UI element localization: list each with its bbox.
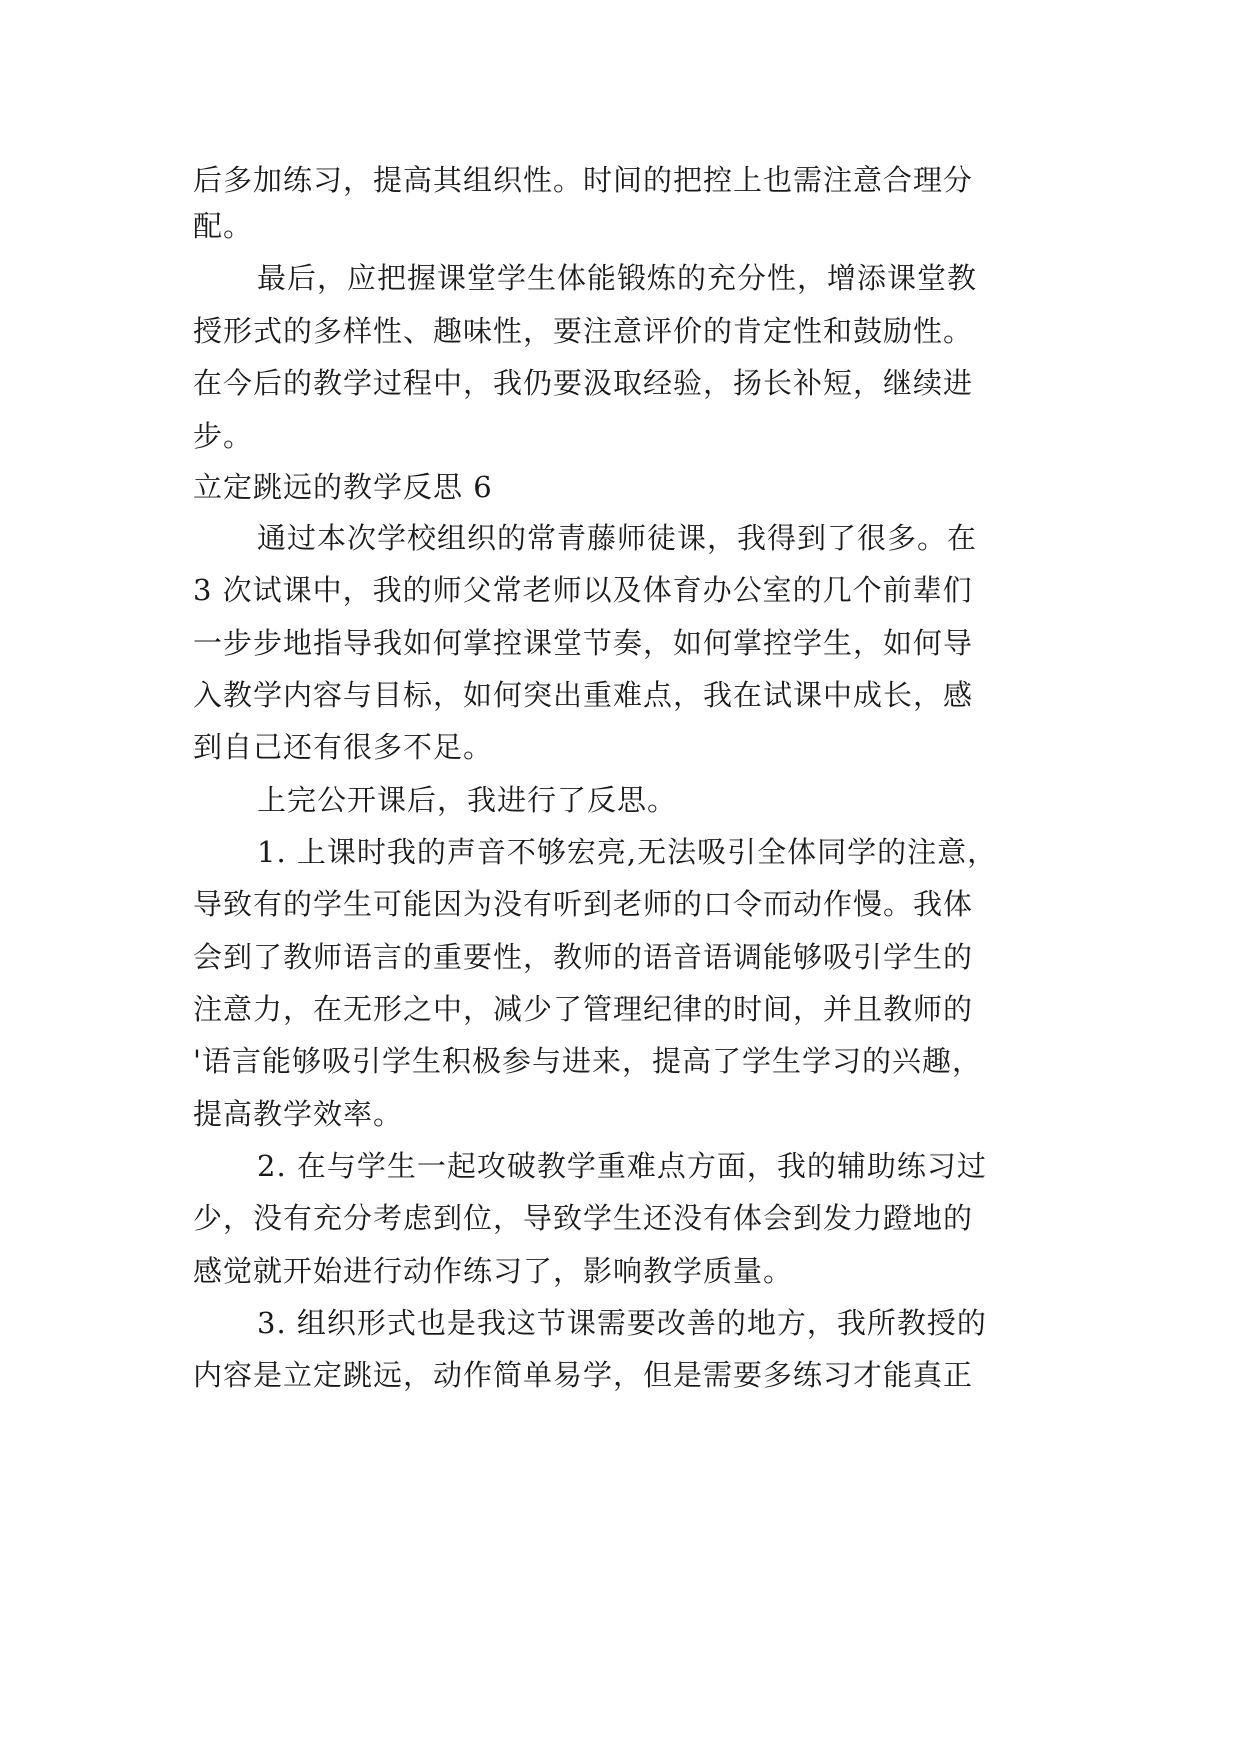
paragraph-line: 后多加练习，提高其组织性。时间的把控上也需注意合理分 xyxy=(193,163,974,197)
paragraph-line: 导致有的学生可能因为没有听到老师的口令而动作慢。我体 xyxy=(193,887,974,921)
paragraph-line: 授形式的多样性、趣味性，要注意评价的肯定性和鼓励性。 xyxy=(193,314,974,348)
paragraph-line: '语言能够吸引学生积极参与进来，提高了学生学习的兴趣， xyxy=(193,1044,982,1078)
paragraph-line: 上完公开课后，我进行了反思。 xyxy=(257,783,678,817)
paragraph-line: 感觉就开始进行动作练习了，影响教学质量。 xyxy=(193,1254,794,1288)
section-heading: 立定跳远的教学反思 6 xyxy=(193,470,493,504)
paragraph-line: 步。 xyxy=(193,419,254,453)
paragraph-line: 一步步地指导我如何掌控课堂节奏，如何掌控学生，如何导 xyxy=(193,626,974,660)
paragraph-line: 通过本次学校组织的常青藤师徒课，我得到了很多。在 xyxy=(257,521,978,555)
paragraph-line: 2. 在与学生一起攻破教学重难点方面，我的辅助练习过 xyxy=(257,1149,987,1183)
paragraph-line: 入教学内容与目标，如何突出重难点，我在试课中成长，感 xyxy=(193,678,974,712)
paragraph-line: 配。 xyxy=(193,209,254,243)
paragraph-line: 3 次试课中，我的师父常老师以及体育办公室的几个前辈们 xyxy=(193,573,973,607)
paragraph-line: 在今后的教学过程中，我仍要汲取经验，扬长补短，继续进 xyxy=(193,366,974,400)
paragraph-line: 少，没有充分考虑到位，导致学生还没有体会到发力蹬地的 xyxy=(193,1201,974,1235)
paragraph-line: 内容是立定跳远，动作简单易学，但是需要多练习才能真正 xyxy=(193,1358,974,1392)
paragraph-line: 注意力，在无形之中，减少了管理纪律的时间，并且教师的 xyxy=(193,992,974,1026)
paragraph-line: 3. 组织形式也是我这节课需要改善的地方，我所教授的 xyxy=(257,1306,987,1340)
paragraph-line: 提高教学效率。 xyxy=(193,1097,404,1131)
paragraph-line: 1. 上课时我的声音不够宏亮,无法吸引全体同学的注意， xyxy=(257,835,998,869)
paragraph-line: 最后，应把握课堂学生体能锻炼的充分性，增添课堂教 xyxy=(257,261,978,295)
paragraph-line: 会到了教师语言的重要性，教师的语音语调能够吸引学生的 xyxy=(193,940,974,974)
paragraph-line: 到自己还有很多不足。 xyxy=(193,730,494,764)
